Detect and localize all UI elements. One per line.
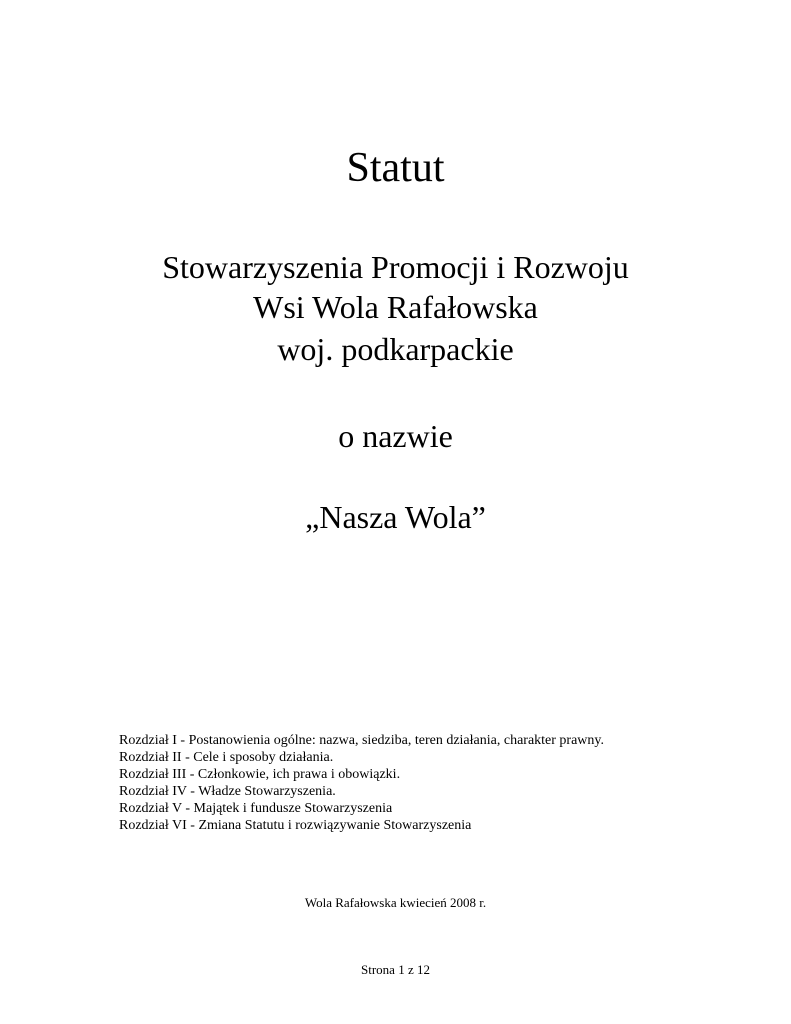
document-title: Statut (346, 145, 445, 191)
place-and-date: Wola Rafałowska kwiecień 2008 r. (304, 895, 487, 910)
subtitle-line-3: woj. podkarpackie (277, 331, 514, 367)
subtitle-line-1: Stowarzyszenia Promocji i Rozwoju (162, 249, 629, 285)
chapter-item: Rozdział III - Członkowie, ich prawa i obowiązki. (119, 767, 401, 782)
chapter-item: Rozdział V - Majątek i fundusze Stowarzyszenia (119, 801, 393, 816)
chapter-item: Rozdział II - Cele i sposoby działania. (119, 750, 334, 765)
chapter-item: Rozdział IV - Władze Stowarzyszenia. (119, 784, 336, 799)
subtitle-line-2: Wsi Wola Rafałowska (253, 289, 538, 325)
chapter-item: Rozdział I - Postanowienia ogólne: nazwa, siedziba, teren działania, charakter prawny. (119, 733, 605, 748)
name-label: o nazwie (338, 418, 453, 454)
page-number: Strona 1 z 12 (361, 962, 430, 977)
chapter-list (119, 732, 604, 834)
chapter-item: Rozdział VI - Zmiana Statutu i rozwiązywanie Stowarzyszenia (119, 818, 472, 833)
association-name: „Nasza Wola” (305, 499, 486, 535)
